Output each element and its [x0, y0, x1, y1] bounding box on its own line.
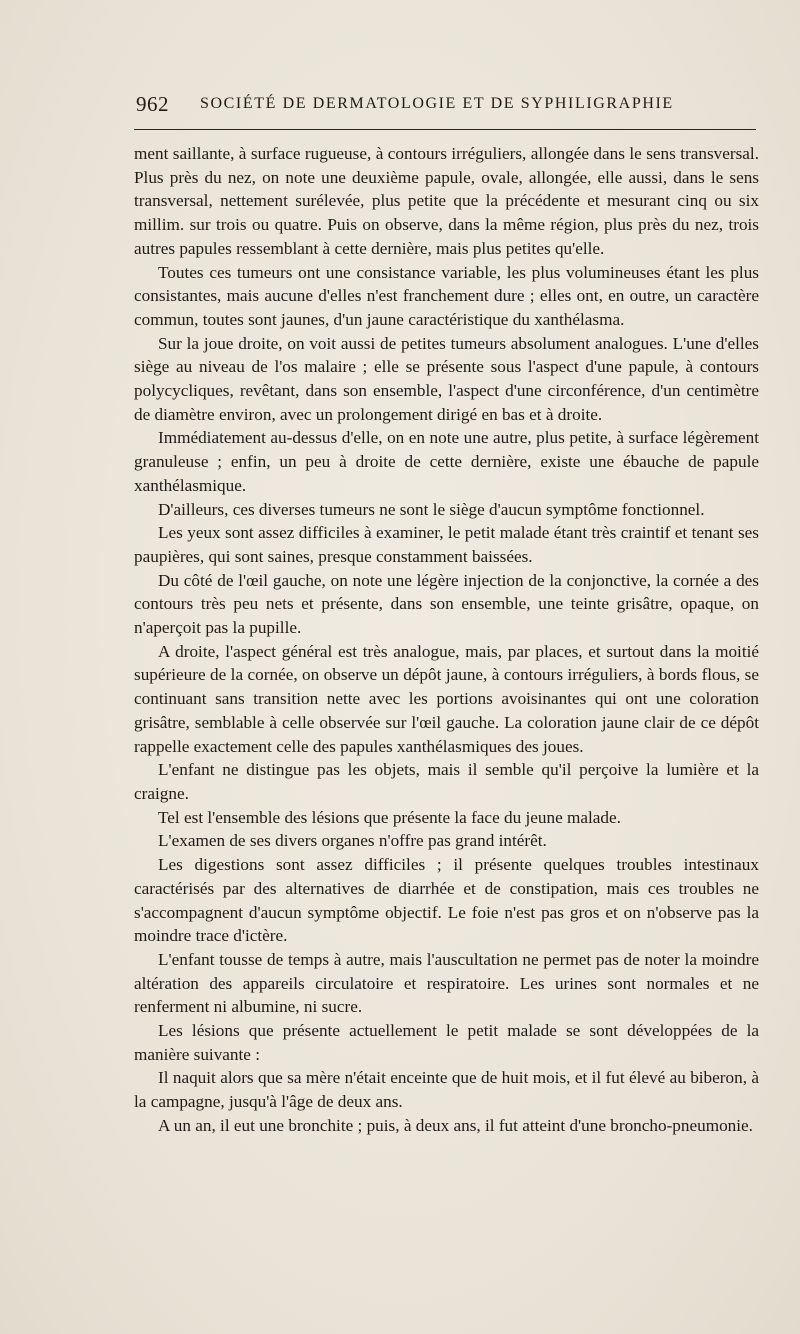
paragraph: A droite, l'aspect général est très analogue, mais, par places, et surtout dans la moitié supérieure de la cornée, on observe un dépôt jaune, à contours irréguliers, à bords flous, se continuant sans transition nette avec les portions avoisinantes qui ont une coloration grisâtre, semblable à celle observée sur l'œil gauche. La coloration jaune clair de ce dépôt rappelle exactement celle des papules xanthélasmiques des joues.	[134, 641, 759, 756]
header-rule	[134, 129, 756, 130]
journal-title: SOCIÉTÉ DE DERMATOLOGIE ET DE SYPHILIGRAPHIE	[200, 95, 674, 112]
page-number: 962	[136, 92, 169, 116]
paragraph: L'enfant ne distingue pas les objets, mais il semble qu'il perçoive la lumière et la craigne.	[134, 760, 759, 803]
paragraph: D'ailleurs, ces diverses tumeurs ne sont le siège d'aucun symptôme fonctionnel.	[158, 499, 705, 519]
paragraph: Toutes ces tumeurs ont une consistance variable, les plus volumineuses étant les plus consistantes, mais aucune d'elles n'est franchement dure ; elles ont, en outre, un caractère commun, toutes sont jaunes, d'un jaune caractéristique du xanthélasma.	[134, 262, 759, 329]
paragraph: Les lésions que présente actuellement le petit malade se sont développées de la manière suivante :	[134, 1021, 759, 1064]
paragraph: Tel est l'ensemble des lésions que présente la face du jeune malade.	[158, 807, 621, 827]
paragraph: L'enfant tousse de temps à autre, mais l'auscultation ne permet pas de noter la moindre altération des appareils circulatoire et respiratoire. Les urines sont normales et ne renferment ni albumine, ni sucre.	[134, 949, 759, 1017]
paragraph: Du côté de l'œil gauche, on note une légère injection de la conjonctive, la cornée a des contours très peu nets et présente, dans son ensemble, une teinte grisâtre, opaque, on n'aperçoit pas la pupille.	[134, 570, 759, 638]
running-head	[134, 92, 756, 122]
paragraph: Les digestions sont assez difficiles ; il présente quelques troubles intestinaux caractérisés par des alternatives de diarrhée et de constipation, mais ces troubles ne s'accompagnent d'aucun symptôme objectif. Le foie n'est pas gros et on n'observe pas la moindre trace d'ictère.	[134, 855, 759, 946]
paragraph-continued: ment saillante, à surface rugueuse, à contours irréguliers, allongée dans le sens transversal. Plus près du nez, on note une deuxième papule, ovale, allongée, elle aussi, dans le sens transversal, nettement surélevée, plus petite que la précédente et mesurant cinq ou six millim. sur trois ou quatre. Puis on observe, dans la même région, plus près du nez, trois autres papules ressemblant à cette dernière, mais plus petites qu'elle.	[134, 144, 759, 258]
paragraph: Les yeux sont assez difficiles à examiner, le petit malade étant très craintif et tenant ses paupières, qui sont saines, presque constamment baissées.	[134, 523, 759, 566]
paragraph: L'examen de ses divers organes n'offre pas grand intérêt.	[158, 831, 547, 851]
paragraph: Immédiatement au-dessus d'elle, on en note une autre, plus petite, à surface légèrement granuleuse ; enfin, un peu à droite de cette dernière, existe une ébauche de papule xanthélasmique.	[134, 428, 759, 495]
paragraph: A un an, il eut une bronchite ; puis, à deux ans, il fut atteint d'une broncho-pneumonie.	[158, 1115, 753, 1135]
body-text	[134, 142, 759, 1138]
paragraph: Sur la joue droite, on voit aussi de petites tumeurs absolument analogues. L'une d'elles siège au niveau de l'os malaire ; elle se présente sous l'aspect d'une papule, à contours polycycliques, revêtant, dans son ensemble, l'aspect d'une circonférence, d'un centimètre de diamètre environ, avec un prolongement dirigé en bas et à droite.	[134, 333, 759, 424]
paragraph: Il naquit alors que sa mère n'était enceinte que de huit mois, et il fut élevé au biberon, à la campagne, jusqu'à l'âge de deux ans.	[134, 1068, 759, 1112]
